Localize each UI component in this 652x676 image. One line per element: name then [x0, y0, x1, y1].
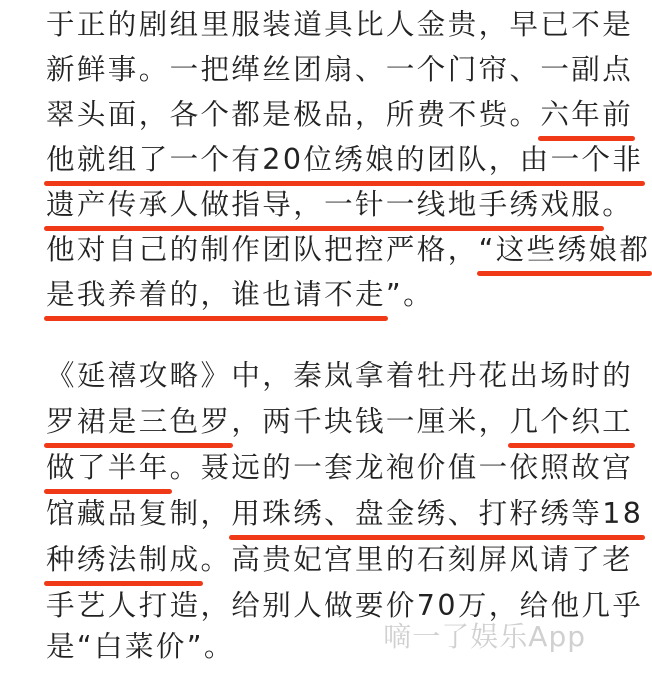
- highlighted-phrase: 六年前: [540, 86, 633, 144]
- text: 他对自己的制作团队把控严格，: [46, 233, 479, 266]
- text: 翠头面，各个都是极品，所费不赀。: [46, 98, 541, 131]
- text: 是“白菜价”。: [46, 630, 235, 663]
- highlighted-phrase: 罗裙是三色罗: [46, 393, 231, 451]
- text: 。高贵妃宫里的石刻屏风请了老: [200, 543, 634, 576]
- text: 于正的剧组里服装道具比人金贵，早已不是: [46, 8, 634, 41]
- highlighted-phrase: 他就组了一个有20位绣娘的团队，由一个非: [46, 131, 643, 189]
- text: ”。: [385, 278, 434, 311]
- p2-line-7: [46, 618, 235, 676]
- highlighted-phrase: 做了半年: [46, 439, 170, 497]
- text: 。: [602, 188, 634, 221]
- text: 《延禧攻略》中，秦岚拿着牡丹花出场时的: [46, 359, 634, 392]
- text: 。聂远的一套龙袍价值一依照故宫: [169, 451, 634, 484]
- highlighted-phrase: 种绣法制成: [46, 531, 201, 589]
- highlighted-phrase: 遗产传承人做指导，一针一线地手绣戏服: [46, 176, 602, 234]
- p1-line-7: [46, 266, 434, 324]
- highlighted-phrase: 几个织工: [510, 393, 634, 451]
- text: 手艺人打造，给别人做要价70万，给他几乎: [46, 589, 644, 622]
- highlighted-phrase: 用珠绣、盘金绣、打籽绣等18: [231, 485, 643, 543]
- text: 新鲜事。一把缂丝团扇、一个门帘、一副点: [46, 53, 634, 86]
- highlighted-phrase: 是我养着的，谁也请不走: [46, 266, 386, 324]
- text: 馆藏品复制，: [46, 497, 232, 530]
- text: ，两千块钱一厘米，: [231, 405, 510, 438]
- app-watermark: 嘀一了娱乐App: [383, 620, 586, 653]
- highlighted-phrase: “这些绣娘都: [479, 221, 651, 279]
